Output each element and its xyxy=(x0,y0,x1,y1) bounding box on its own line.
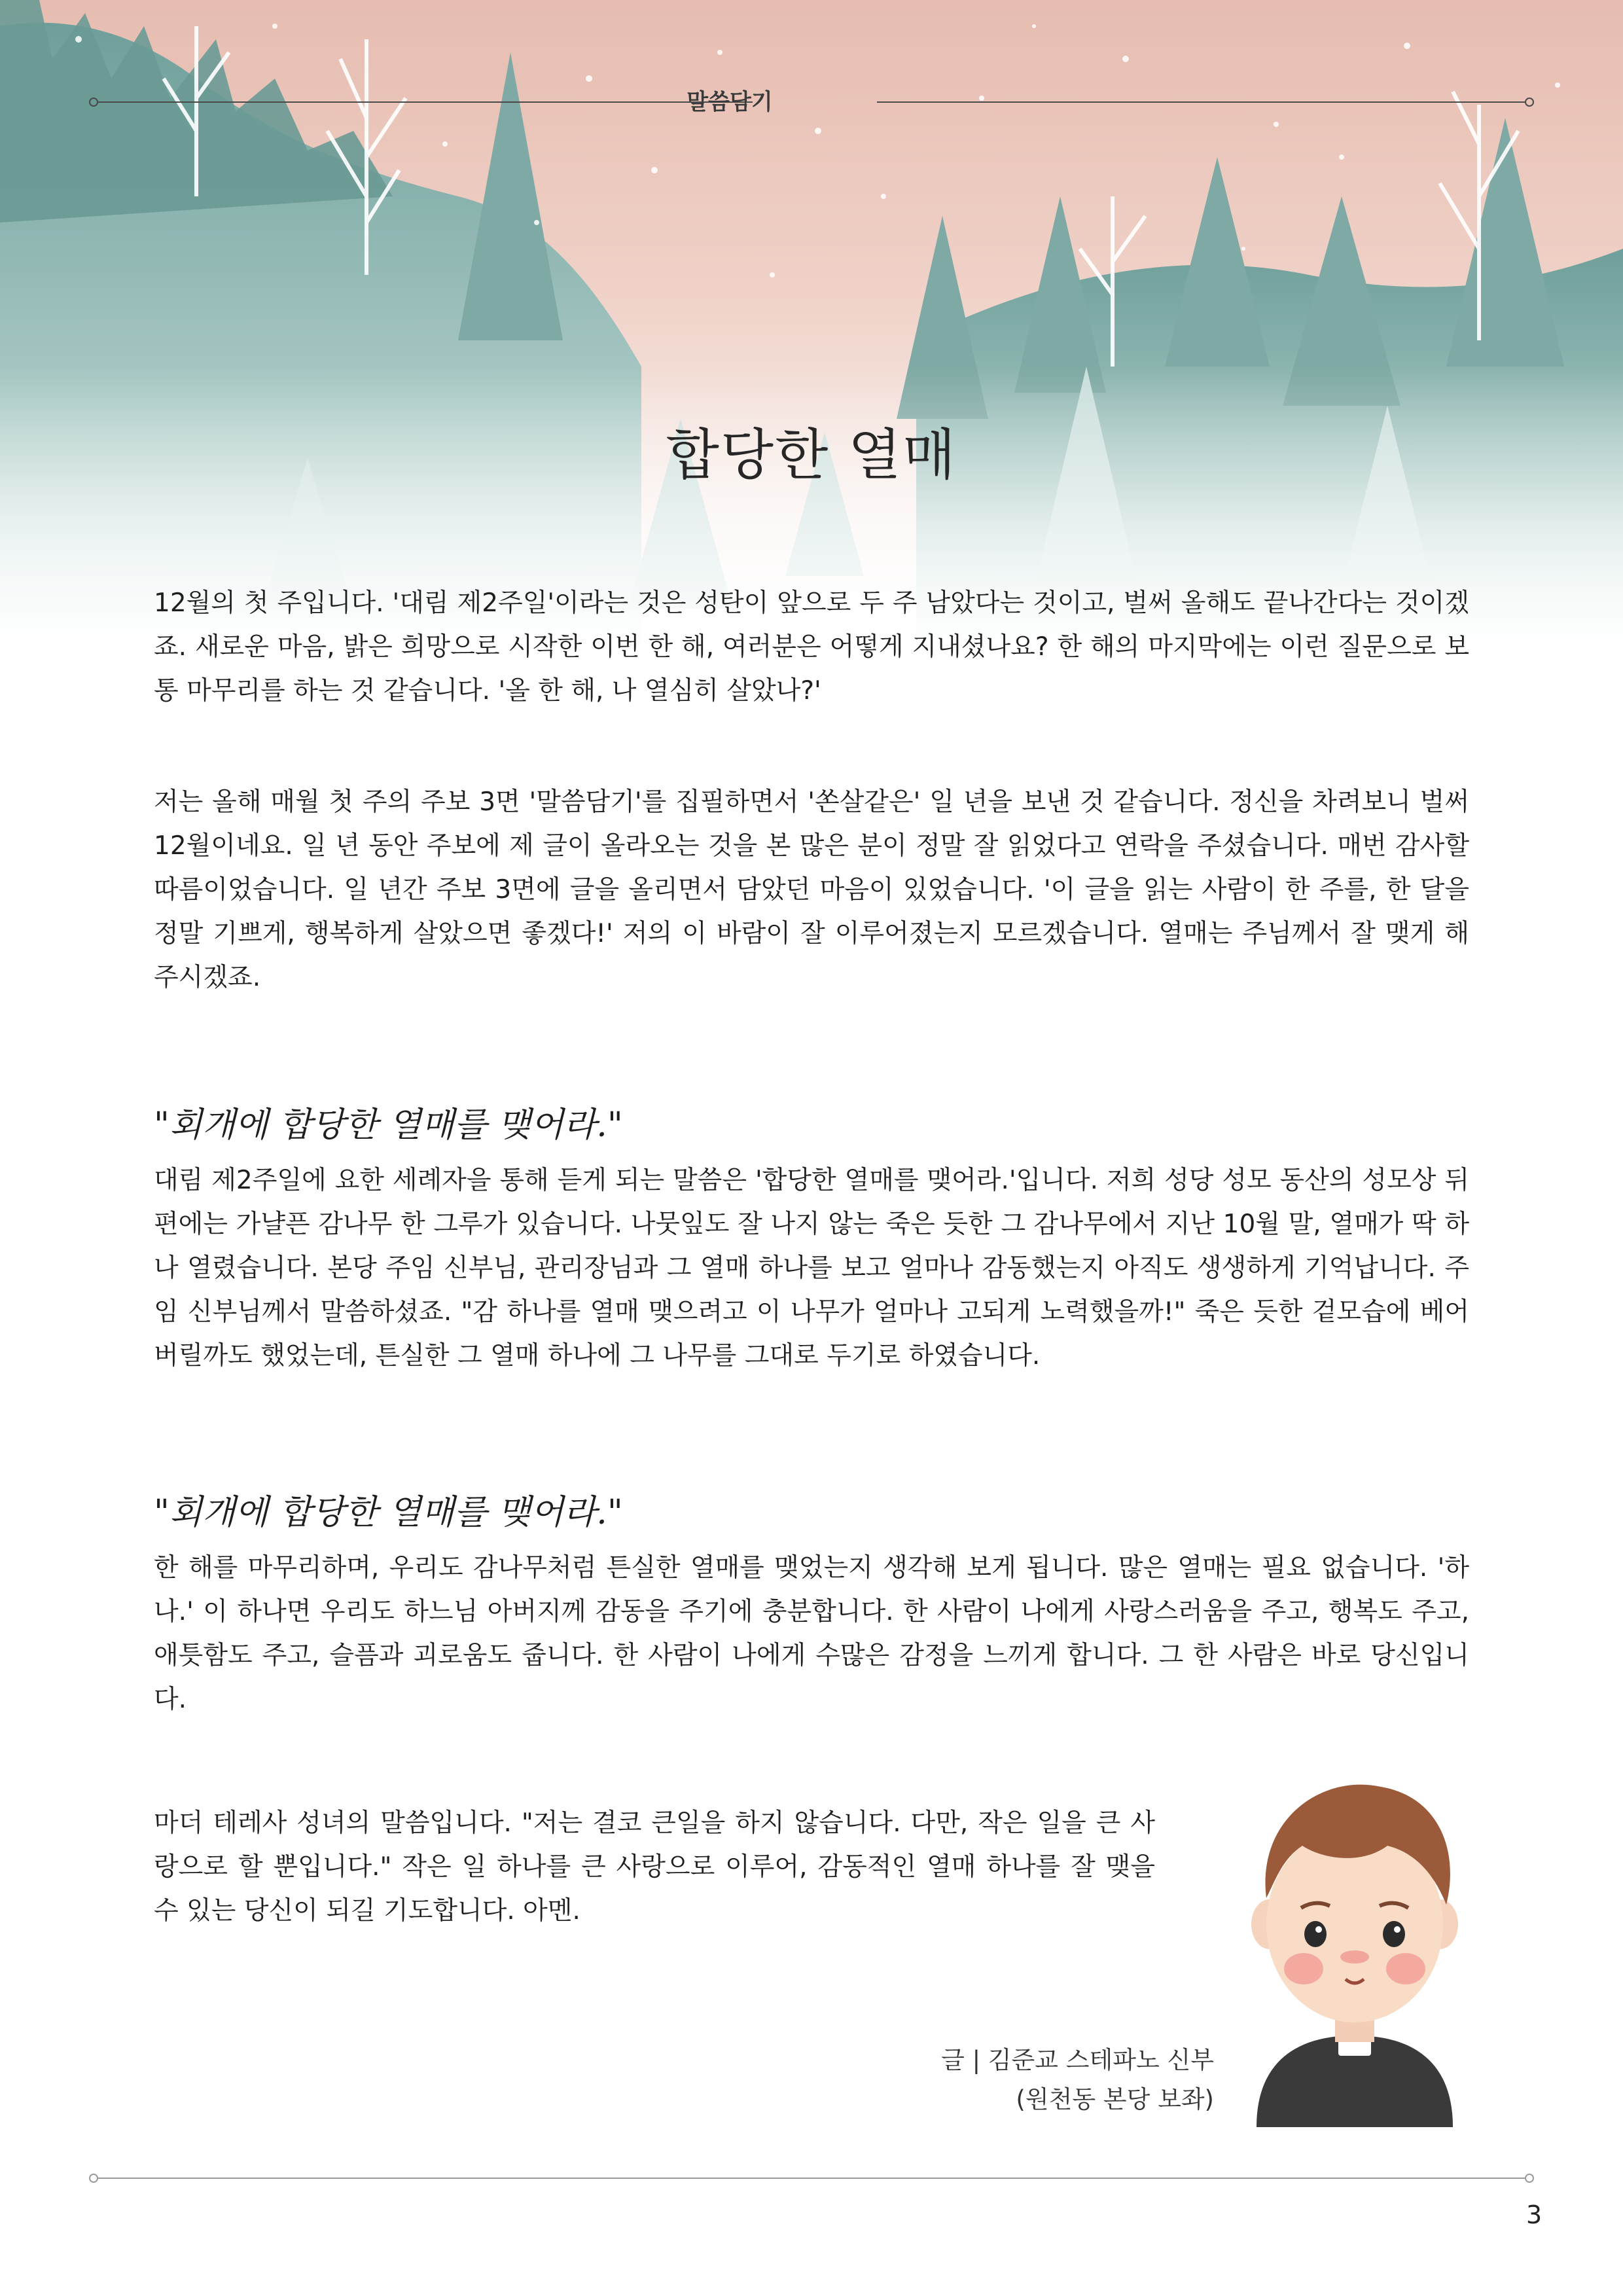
author-byline xyxy=(941,2041,1214,2119)
rule-line xyxy=(877,101,1525,103)
rule-end-dot xyxy=(1525,2174,1534,2183)
paragraph-closing: 마더 테레사 성녀의 말씀입니다. "저는 결코 큰일을 하지 않습니다. 다만, 작은 일을 큰 사랑으로 할 뿐입니다." 작은 일 하나를 큰 사랑으로 이루어, 감동적인 열매 하나를 잘 맺을 수 있는 당신이 되길 기도합니다. 아멘. xyxy=(154,1808,1155,1926)
author-role: (원천동 본당 보좌) xyxy=(1016,2085,1214,2113)
paragraph-intro: 12월의 첫 주입니다. '대림 제2주일'이라는 것은 성탄이 앞으로 두 주 남았다는 것이고, 벌써 올해도 끝나간다는 것이겠죠. 새로운 마음, 밝은 희망으로 시작한 이번 한 해, 여러분은 어떻게 지내셨나요? 한 해의 마지막에는 이런 질문으로 보통 마무리를 하는 것 같습니다. '올 한 해, 나 열심히 살았나?' xyxy=(154,588,1469,706)
paragraph-reflection: 저는 올해 매월 첫 주의 주보 3면 '말씀담기'를 집필하면서 '쏜살같은' 일 년을 보낸 것 같습니다. 정신을 차려보니 벌써 12월이네요. 일 년 동안 주보에 제 글이 올라오는 것을 본 많은 분이 정말 잘 읽었다고 연락을 주셨습니다. 매번 감사할 따름이었습니다. 일 년간 주보 3면에 글을 올리면서 담았던 마음이 있었습니다. '이 글을 읽는 사람이 한 주를, 한 달을 정말 기쁘게, 행복하게 살았으면 좋겠다!' 저의 이 바람이 잘 이루어졌는지 모르겠습니다. 열매는 주님께서 잘 맺게 해 주시겠죠. xyxy=(154,787,1470,992)
paragraph-persimmon: 대림 제2주일에 요한 세례자을 통해 듣게 되는 말씀은 '합당한 열매를 맺어라.'입니다. 저희 성당 성모 동산의 성모상 뒤편에는 가냘픈 감나무 한 그루가 있습니다. 나뭇잎도 잘 나지 않는 죽은 듯한 그 감나무에서 지난 10월 말, 열매가 딱 하나 열렸습니다. 본당 주임 신부님, 관리장님과 그 열매 하나를 보고 얼마나 감동했는지 아직도 생생하게 기억납니다. 주임 신부님께서 말씀하셨죠. "감 하나를 열매 맺으려고 이 나무가 얼마나 고되게 노력했을까!" 죽은 듯한 겉모습에 베어 버릴까도 했었는데, 튼실한 그 열매 하나에 그 나무를 그대로 두기로 하였습니다. xyxy=(154,1166,1469,1371)
author-name: 글 | 김준교 스테파노 신부 xyxy=(941,2046,1214,2074)
page-number: 3 xyxy=(1526,2200,1543,2229)
priest-avatar-illustration xyxy=(1230,1761,1479,2127)
rule-end-dot xyxy=(1525,98,1534,107)
article-title: 합당한 열매 xyxy=(666,423,957,487)
rule-line xyxy=(98,2178,1525,2179)
footer-rule xyxy=(92,2172,1531,2185)
rule-end-dot xyxy=(89,2174,98,2183)
section-header-rule xyxy=(92,96,1531,109)
rule-line xyxy=(98,101,753,103)
paragraph-one-person: 한 해를 마무리하며, 우리도 감나무처럼 튼실한 열매를 맺었는지 생각해 보게 됩니다. 많은 열매는 필요 없습니다. '하나.' 이 하나면 우리도 하느님 아버지께 감동을 주기에 충분합니다. 한 사람이 나에게 사랑스러움을 주고, 행복도 주고, 애틋함도 주고, 슬픔과 괴로움도 줍니다. 한 사람이 나에게 수많은 감정을 느끼게 합니다. 그 한 사람은 바로 당신입니다. xyxy=(154,1553,1469,1714)
pull-quote: "회개에 합당한 열매를 맺어라." xyxy=(154,1105,623,1145)
rule-end-dot xyxy=(89,98,98,107)
pull-quote: "회개에 합당한 열매를 맺어라." xyxy=(154,1493,623,1532)
section-label: 말씀담기 xyxy=(687,89,773,115)
